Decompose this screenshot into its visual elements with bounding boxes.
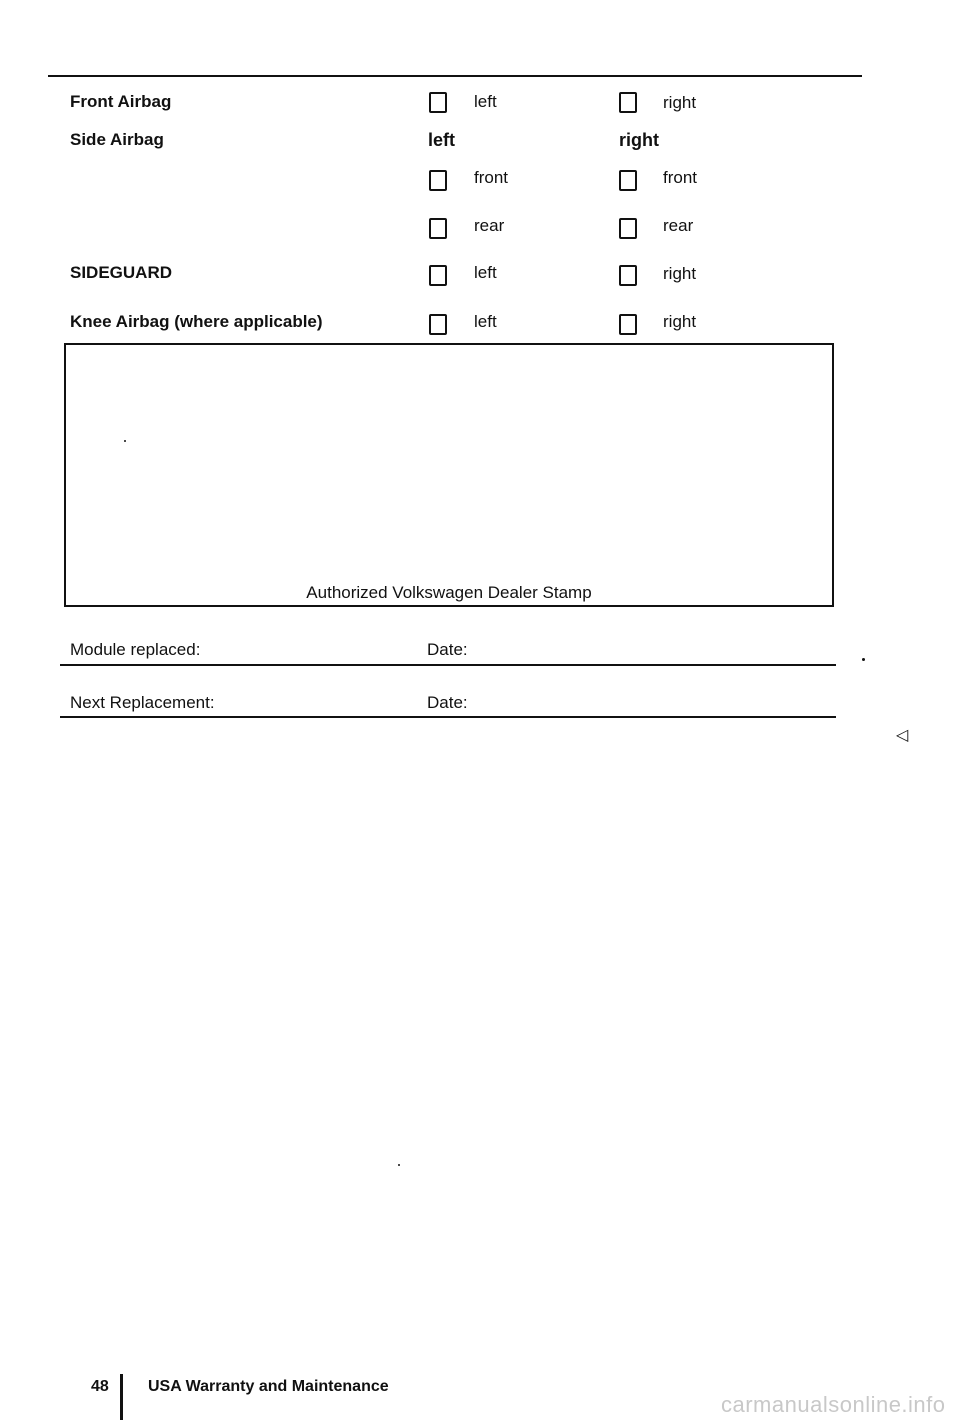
watermark: carmanualsonline.info xyxy=(721,1392,946,1417)
stray-mark xyxy=(124,440,126,442)
sideguard-right-label: right xyxy=(663,264,697,283)
side-airbag-right-rear-checkbox[interactable] xyxy=(619,218,637,239)
side-airbag-right-front-label: front xyxy=(663,168,698,187)
front-airbag-right-checkbox[interactable] xyxy=(619,92,637,113)
module-replaced-label: Module replaced: xyxy=(70,640,201,659)
front-airbag-left-checkbox[interactable] xyxy=(429,92,447,113)
dealer-stamp-caption: Authorized Volkswagen Dealer Stamp xyxy=(306,583,592,602)
top-rule xyxy=(48,75,862,77)
side-airbag-left-header: left xyxy=(428,130,455,150)
next-replacement-date-label: Date: xyxy=(427,693,468,712)
stray-mark xyxy=(862,658,865,661)
front-airbag-right-label: right xyxy=(663,93,697,112)
stray-mark xyxy=(398,1164,400,1166)
back-arrow-icon[interactable]: ◁ xyxy=(896,727,909,744)
side-airbag-left-front-checkbox[interactable] xyxy=(429,170,447,191)
page-number: 48 xyxy=(91,1378,109,1395)
footer-divider xyxy=(120,1374,123,1420)
footer-title: USA Warranty and Maintenance xyxy=(148,1378,389,1395)
sideguard-right-checkbox[interactable] xyxy=(619,265,637,286)
side-airbag-left-rear-checkbox[interactable] xyxy=(429,218,447,239)
knee-airbag-left-label: left xyxy=(474,312,497,331)
knee-airbag-left-checkbox[interactable] xyxy=(429,314,447,335)
front-airbag-label: Front Airbag xyxy=(70,92,172,111)
side-airbag-label: Side Airbag xyxy=(70,130,164,149)
knee-airbag-label: Knee Airbag (where applicable) xyxy=(70,312,323,331)
module-replaced-line[interactable] xyxy=(60,664,836,666)
module-replaced-date-label: Date: xyxy=(427,640,468,659)
knee-airbag-right-checkbox[interactable] xyxy=(619,314,637,335)
next-replacement-line[interactable] xyxy=(60,716,836,718)
sideguard-left-label: left xyxy=(474,263,497,282)
side-airbag-left-rear-label: rear xyxy=(474,216,505,235)
sideguard-left-checkbox[interactable] xyxy=(429,265,447,286)
side-airbag-right-front-checkbox[interactable] xyxy=(619,170,637,191)
side-airbag-left-front-label: front xyxy=(474,168,509,187)
front-airbag-left-label: left xyxy=(474,92,497,111)
next-replacement-label: Next Replacement: xyxy=(70,693,215,712)
side-airbag-right-rear-label: rear xyxy=(663,216,694,235)
knee-airbag-right-label: right xyxy=(663,312,697,331)
dealer-stamp-box xyxy=(64,343,834,607)
sideguard-label: SIDEGUARD xyxy=(70,263,173,282)
side-airbag-right-header: right xyxy=(619,130,659,150)
